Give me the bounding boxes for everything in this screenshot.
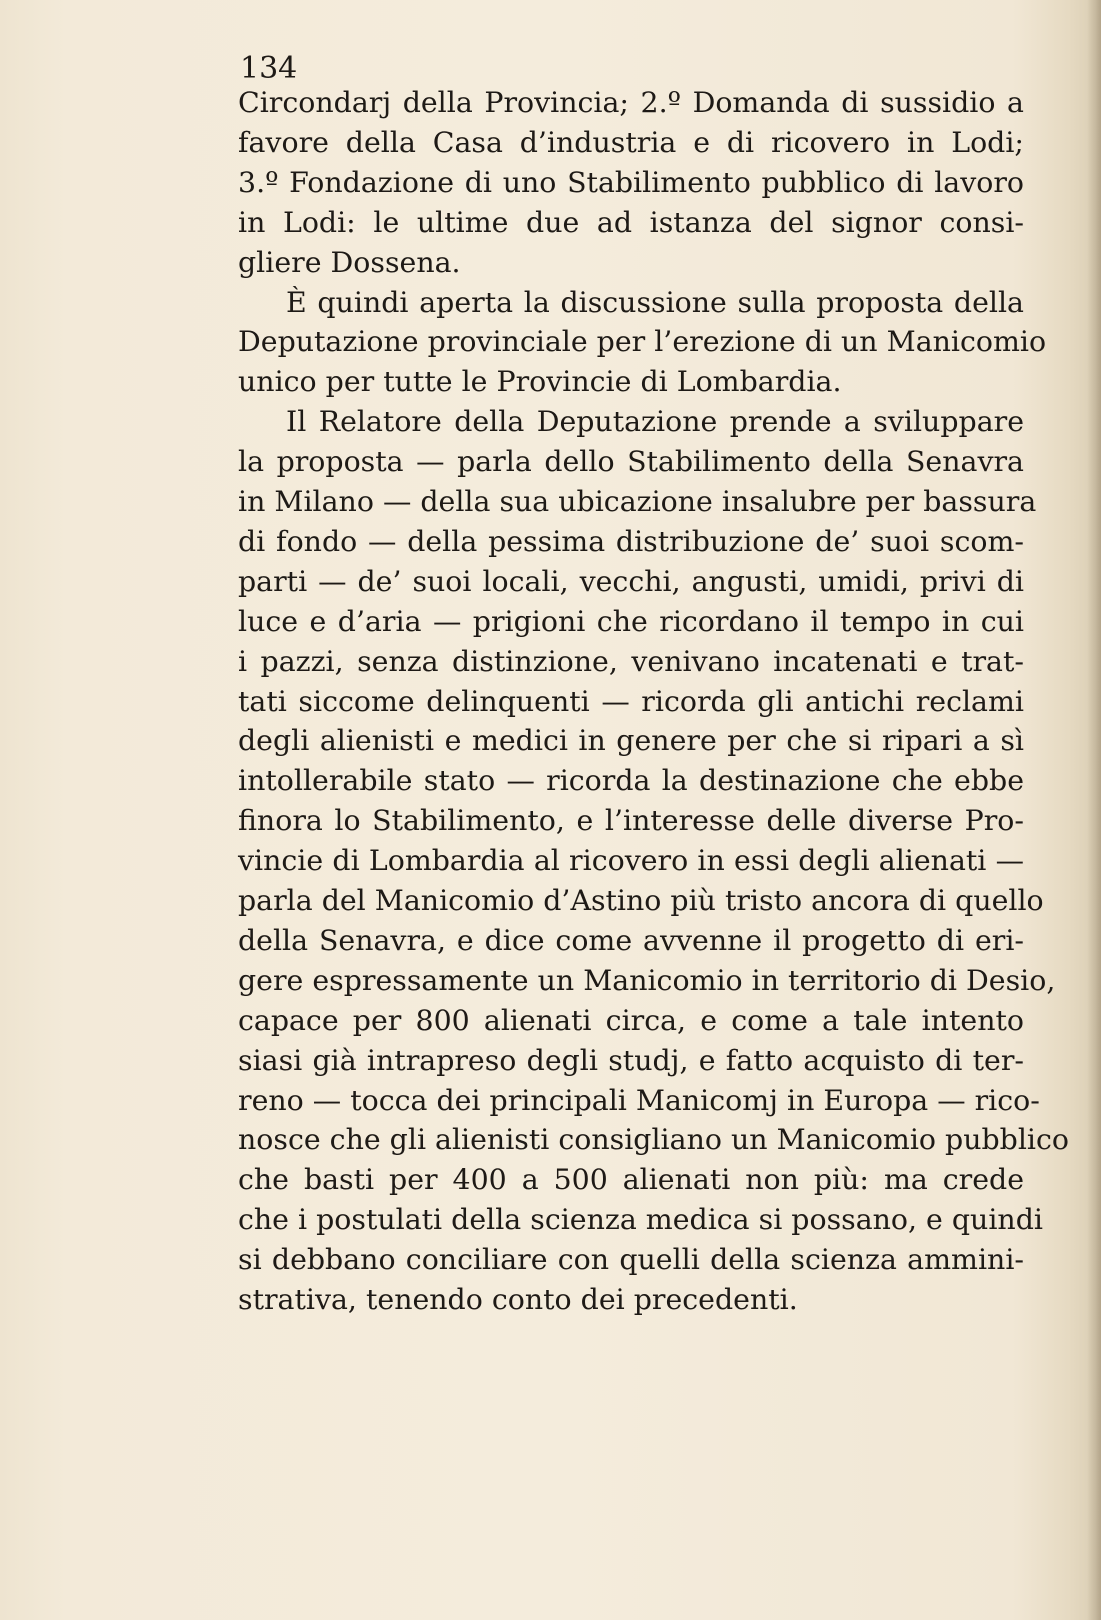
text-line: i pazzi, senza distinzione, venivano incatenati e trat- xyxy=(238,644,1024,678)
text-line: di fondo — della pessima distribuzione de’ suoi scom- xyxy=(238,524,1024,558)
text-line: favore della Casa d’industria e di ricovero in Lodi; xyxy=(238,125,1024,159)
text-line: parti — de’ suoi locali, vecchi, angusti, umidi, privi di xyxy=(238,564,1024,598)
text-line: tati siccome delinquenti — ricorda gli antichi reclami xyxy=(238,684,1024,718)
text-line: che i postulati della scienza medica si possano, e quindi xyxy=(238,1203,1043,1237)
text-line: nosce che gli alienisti consigliano un Manicomio pubblico xyxy=(238,1123,1069,1157)
text-line: degli alienisti e medici in genere per che si ripari a sì xyxy=(238,724,1024,758)
text-line: Il Relatore della Deputazione prende a sviluppare xyxy=(286,405,1024,439)
text-line: Deputazione provinciale per l’erezione di un Manicomio xyxy=(238,325,1047,359)
text-line: vincie di Lombardia al ricovero in essi degli alienati — xyxy=(238,844,1024,878)
text-line: si debbano conciliare con quelli della scienza ammini- xyxy=(238,1243,1024,1277)
text-line: luce e d’aria — prigioni che ricordano il tempo in cui xyxy=(238,604,1024,638)
text-line: gere espressamente un Manicomio in territorio di Desio, xyxy=(238,963,1056,997)
text-line: capace per 800 alienati circa, e come a tale intento xyxy=(238,1003,1024,1037)
text-line: intollerabile stato — ricorda la destinazione che ebbe xyxy=(238,764,1024,798)
text-line: parla del Manicomio d’Astino più tristo ancora di quello xyxy=(238,884,1044,917)
text-line: finora lo Stabilimento, e l’interesse delle diverse Pro- xyxy=(238,804,1024,838)
text-line: gliere Dossena. xyxy=(238,245,461,279)
text-line: della Senavra, e dice come avvenne il progetto di eri- xyxy=(238,923,1024,957)
text-line: la proposta — parla dello Stabilimento della Senavra xyxy=(238,445,1024,479)
page-number: 134 xyxy=(240,51,298,86)
text-line: reno — tocca dei principali Manicomj in Europa — rico- xyxy=(238,1083,1040,1117)
text-line: che basti per 400 a 500 alienati non più: ma crede xyxy=(238,1163,1024,1197)
page-edge-shadow xyxy=(1087,0,1101,1620)
text-line: in Milano — della sua ubicazione insalubre per bassura xyxy=(238,485,1037,518)
text-line: Circondarj della Provincia; 2.º Domanda di sussidio a xyxy=(238,86,1024,119)
text-line: È quindi aperta la discussione sulla proposta della xyxy=(286,285,1024,319)
text-line: strativa, tenendo conto dei precedenti. xyxy=(238,1283,798,1316)
text-line: unico per tutte le Provincie di Lombardia. xyxy=(238,365,842,399)
text-line: 3.º Fondazione di uno Stabilimento pubblico di lavoro xyxy=(238,165,1024,199)
text-line: in Lodi: le ultime due ad istanza del signor consi- xyxy=(238,205,1024,239)
text-line: siasi già intrapreso degli studj, e fatto acquisto di ter- xyxy=(238,1043,1024,1077)
